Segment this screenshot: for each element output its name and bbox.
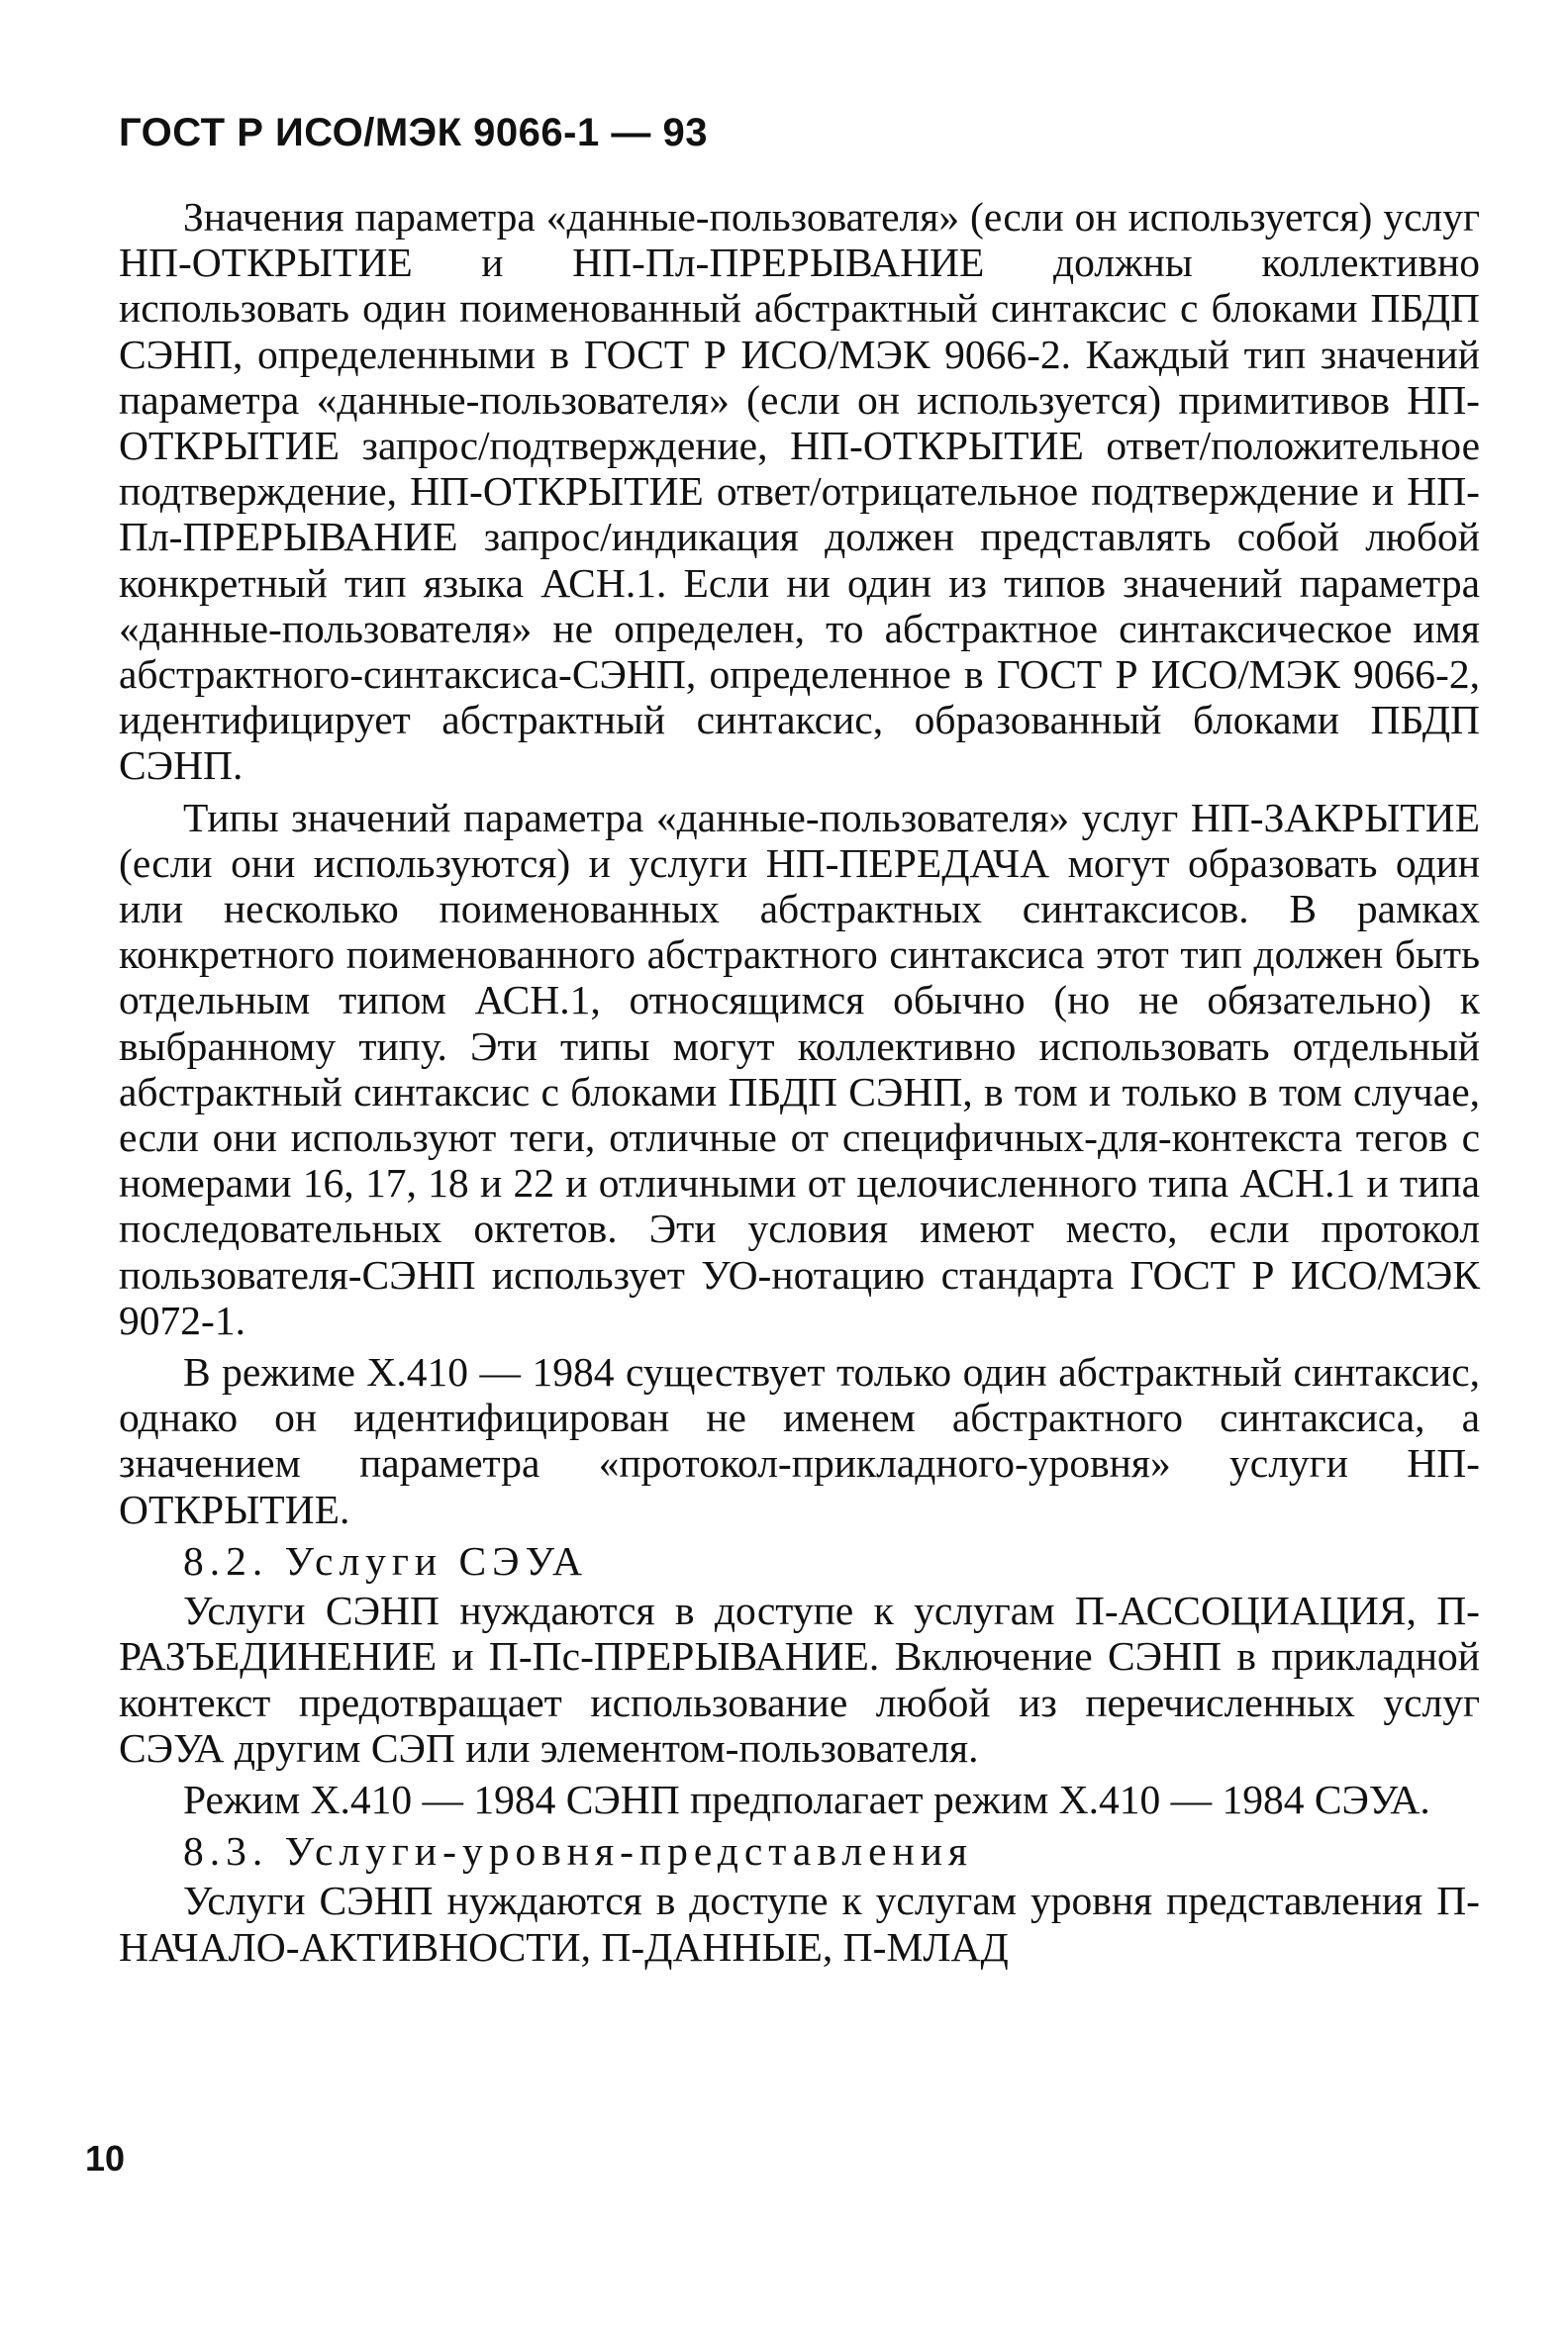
paragraph: Услуги СЭНП нуждаются в доступе к услугам уровня представления П-НАЧАЛО-АКТИВНОСТИ, П-ДАННЫЕ, П-МЛАД [119,1878,1480,1970]
document-body [119,194,1480,1976]
page-number: 10 [85,2138,126,2179]
paragraph: Услуги СЭНП нуждаются в доступе к услугам П-АССОЦИАЦИЯ, П-РАЗЪЕДИНЕНИЕ и П-Пс-ПРЕРЫВАНИЕ. Включение СЭНП в прикладной контекст предотвращает использование любой из перечисленных услуг СЭУА другим СЭП или элементом-пользователя. [119,1588,1480,1771]
paragraph: В режиме X.410 — 1984 существует только один абстрактный синтаксис, однако он идентифицирован не именем абстрактного синтаксиса, а значением параметра «протокол-прикладного-уровня» услуги НП-ОТКРЫТИЕ. [119,1349,1480,1532]
section-heading-8-3: 8.3. Услуги-уровня-представления [183,1828,974,1875]
paragraph: Значения параметра «данные-пользователя» (если он используется) услуг НП-ОТКРЫТИЕ и НП-Пл-ПРЕРЫВАНИЕ должны коллективно использовать один поименованный абстрактный синтаксис с блоками ПБДП СЭНП, определенными в ГОСТ Р ИСО/МЭК 9066-2. Каждый тип значений параметра «данные-пользователя» (если он используется) примитивов НП-ОТКРЫТИЕ запрос/подтверждение, НП-ОТКРЫТИЕ ответ/положительное подтверждение, НП-ОТКРЫТИЕ ответ/отрицательное подтверждение и НП-Пл-ПРЕРЫВАНИЕ запрос/индикация должен представлять собой любой конкретный тип языка АСН.1. Если ни один из типов значений параметра «данные-пользователя» не определен, то абстрактное синтаксическое имя абстрактного-синтаксиса-СЭНП, определенное в ГОСТ Р ИСО/МЭК 9066-2, идентифицирует абстрактный синтаксис, образованный блоками ПБДП СЭНП. [119,194,1480,789]
document-header: ГОСТ Р ИСО/МЭК 9066-1 — 93 [119,111,708,154]
section-heading-8-2: 8.2. Услуги СЭУА [183,1537,589,1584]
paragraph: Типы значений параметра «данные-пользователя» услуг НП-ЗАКРЫТИЕ (если они используются) и услуги НП-ПЕРЕДАЧА могут образовать один или несколько поименованных абстрактных синтаксисов. В рамках конкретного поименованного абстрактного синтаксиса этот тип должен быть отдельным типом АСН.1, относящимся обычно (но не обязательно) к выбранному типу. Эти типы могут коллективно использовать отдельный абстрактный синтаксис с блоками ПБДП СЭНП, в том и только в том случае, если они используют теги, отличные от специфичных-для-контекста тегов с номерами 16, 17, 18 и 22 и отличными от целочисленного типа АСН.1 и типа последовательных октетов. Эти условия имеют место, если протокол пользователя-СЭНП использует УО-нотацию стандарта ГОСТ Р ИСО/МЭК 9072-1. [119,794,1480,1343]
paragraph: Режим X.410 — 1984 СЭНП предполагает режим X.410 — 1984 СЭУА. [183,1776,1430,1822]
